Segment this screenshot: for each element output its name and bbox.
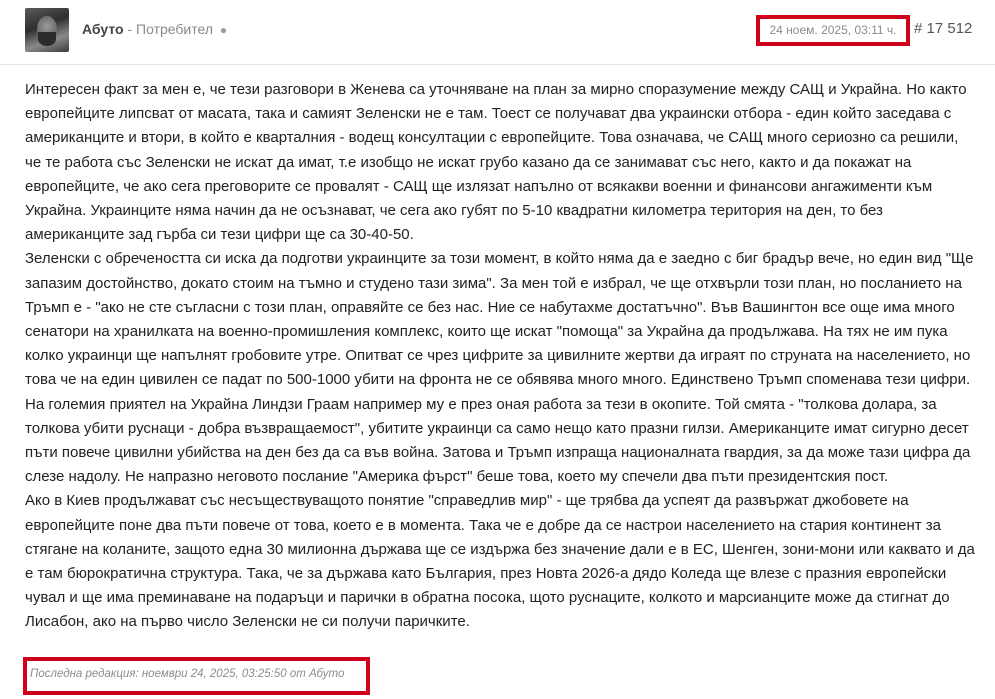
post-number[interactable]: # 17 512 <box>914 20 973 37</box>
author-line <box>82 20 227 39</box>
post-paragraph: Зеленски с обречеността си иска да подготви украинците за този момент, в който няма да е заедно с биг брадър вече, но един вид "Ще запазим достойнство, докато стоим на тъмно и студено тази зима". За мен той е избрал, че ще отхвърли този план, но посланието на Тръмп е - "ако не сте съгласни с този план, оправяйте се без нас. Ние се набутахме достатъчно". Във Вашингтон все още има много сенатори на хранилката на военно-промишления комплекс, които ще искат "помоща" за Украйна да продължава. На тях не им пука колко украинци ще напълнят гробовите утре. Опитват се чрез цифрите за цивилните жертви да играят по струната на населението, но това че на един цивилен се падат по 500-1000 убити на фронта не се обявява много много. Единствено Тръмп споменава тези цифри. На големия приятел на Украйна Линдзи Граам например му е през оная работа за тези в окопите. Той смята - "толкова долара, за толкова убити руснаци - добра възвращаемост", убитите украинци са само нещо като празни гилзи. Американците имат сигурно десет пъти повече цивилни убийства на ден без да са във война. Затова и Тръмп изпраща националната гвардия, за да може тази цифра да слезе надолу. Не напразно неговото послание "Америка фърст" беше това, което му спечели два пъти президентския пост. <box>25 250 974 486</box>
author-role: Потребител <box>136 21 213 37</box>
author-name[interactable]: Абуто <box>82 21 124 37</box>
post-body <box>25 78 975 635</box>
avatar[interactable] <box>25 8 69 52</box>
post-paragraph: Ако в Киев продължават със несъществуващото понятие "справедлив мир" - ще трябва да успеят да развържат джобовете на европейците поне два пъти повече от това, което е в момента. Така че е добре да се настрои населението на стария континент за стягане на коланите, защото една 30 милионна държава ще се издържа без значение дали е в ЕС, Шенген, зони-мони или каквато и да е там бюрократична структура. Така, че за държава като България, през Новта 2026-а дядо Коледа ще влезе с празния европейски чувал и ще има преминаване на подаръци и парички в обратна посока, щото руснаците, колкото и марсианците може да стигнат до Лисабон, ако на първо число Зеленски не си получи паричките. <box>25 492 975 631</box>
last-edit-note: Последна редакция: ноември 24, 2025, 03:25:50 от Абуто <box>23 657 370 695</box>
post-paragraph: Интересен факт за мен е, че тези разговори в Женева са уточняване на план за мирно споразумение между САЩ и Украйна. Но както европейците липсват от масата, така и самият Зеленски не е там. Тоест се получават два украински отбора - един който заседава с американците и втори, в който е кварталния - водещ консултации с европейците. Това означава, че САЩ много сериозно са решили, че те работа със Зеленски не искат да имат, т.е изобщо не искат грубо казано да се занимават със него, както и да покажат на европейците, че ако сега преговорите се провалят - САЩ ще излязат напълно от всякакви военни и финансови ангажименти към Украйна. Украинците няма начин да не осъзнават, че сега ако губят по 5-10 квадратни километра територия на ден, то без американците зад гърба си тези цифри ще са 30-40-50. <box>25 81 967 244</box>
offline-status-icon: ● <box>219 23 228 37</box>
avatar-beard <box>38 32 56 46</box>
author-separator: - <box>123 21 137 37</box>
post-date[interactable]: 24 ноем. 2025, 03:11 ч. <box>756 15 910 46</box>
post-header <box>0 0 995 65</box>
